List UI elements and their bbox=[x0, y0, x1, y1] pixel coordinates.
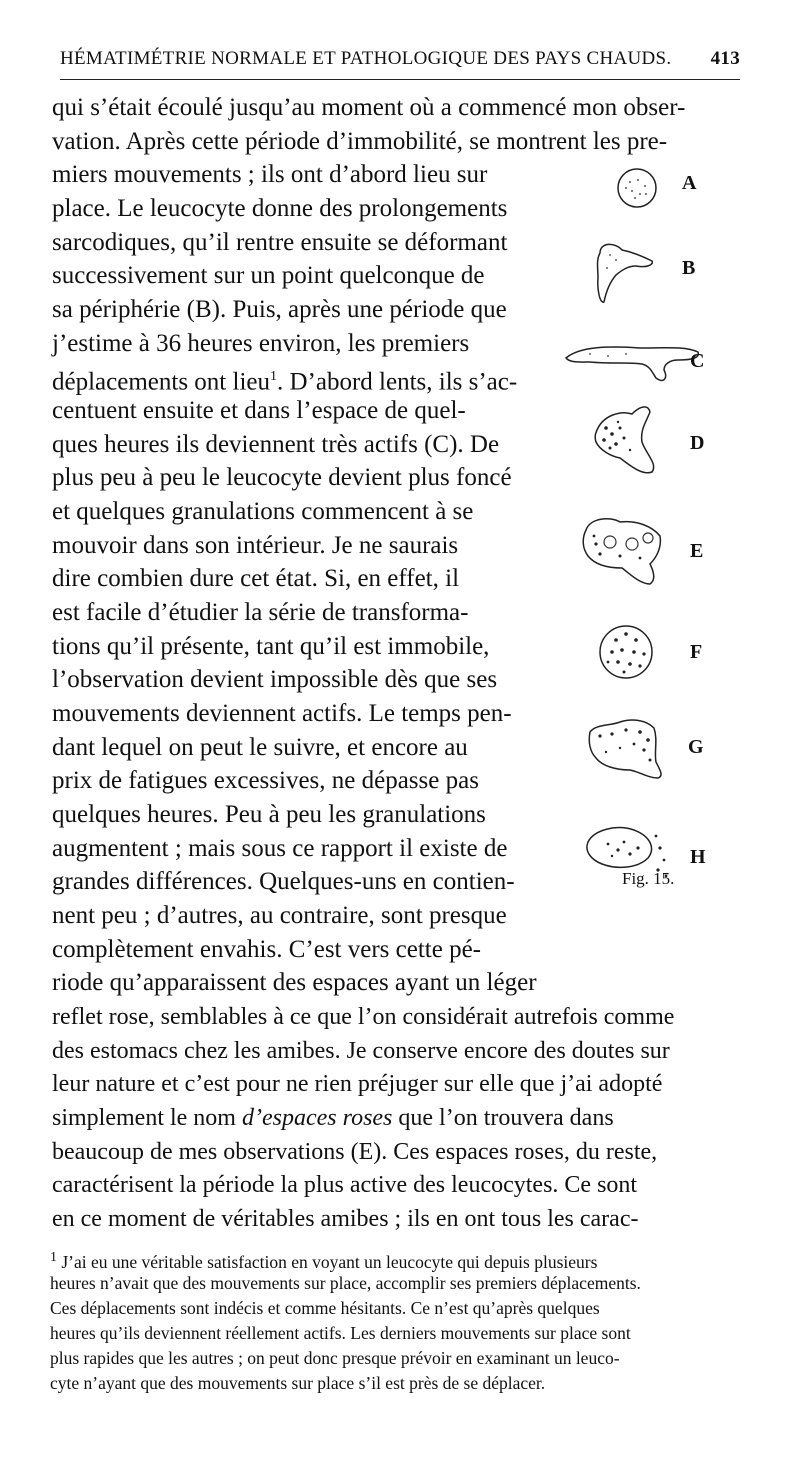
footnote-line: plus rapides que les autres ; on peut donc presque prévoir en examinant un leuco- bbox=[50, 1348, 620, 1368]
body-line: quelques heures. Peu à peu les granulations bbox=[52, 801, 486, 828]
body-line: reflet rose, semblables à ce que l’on considérait autrefois comme bbox=[52, 1004, 675, 1030]
italic-term: d’espaces roses bbox=[241, 1105, 393, 1131]
leucocyte-b bbox=[598, 244, 653, 302]
body-line: sarcodiques, qu’il rentre ensuite se déformant bbox=[52, 229, 508, 256]
body-line: successivement sur un point quelconque de bbox=[52, 262, 485, 289]
leucocyte-e bbox=[583, 519, 660, 584]
body-line: dire combien dure cet état. Si, en effet, il bbox=[52, 565, 460, 592]
body-line: caractérisent la période la plus active des leucocytes. Ce sont bbox=[52, 1172, 638, 1198]
body-line: riode qu’apparaissent des espaces ayant un léger bbox=[52, 969, 537, 996]
body-line: en ce moment de véritables amibes ; ils en ont tous les carac- bbox=[52, 1206, 639, 1232]
figure-label-h: H bbox=[690, 846, 706, 868]
body-text: simplement le nom bbox=[52, 1105, 236, 1131]
figure-label-e: E bbox=[690, 540, 704, 562]
footnote-text: J’ai eu une véritable satisfaction en voyant un leucocyte qui depuis plusieurs bbox=[61, 1251, 598, 1272]
footnote-line: cyte n’ayant que des mouvements sur place s’il est près de se déplacer. bbox=[50, 1373, 546, 1393]
body-line: mouvoir dans son intérieur. Je ne saurais bbox=[52, 532, 459, 559]
leucocyte-f bbox=[600, 626, 652, 678]
leucocyte-g bbox=[589, 720, 661, 778]
footnote-line: heures n’avait que des mouvements sur place, accomplir ses premiers déplacements. bbox=[50, 1273, 641, 1293]
footnote-line: Ces déplacements sont indécis et comme hésitants. Ce n’est qu’après quelques bbox=[50, 1298, 600, 1318]
body-text: que l’on trouvera dans bbox=[398, 1105, 614, 1131]
running-title: HÉMATIMÉTRIE NORMALE ET PATHOLOGIQUE DES PAYS CHAUDS. bbox=[60, 48, 672, 69]
footnote-marker: 1 bbox=[50, 1250, 57, 1265]
body-line: dant lequel on peut le suivre, et encore au bbox=[52, 734, 468, 761]
figure-illustration bbox=[560, 160, 750, 880]
body-line: place. Le leucocyte donne des prolongements bbox=[52, 195, 508, 222]
figure-label-g: G bbox=[688, 736, 704, 758]
body-line: est facile d’étudier la série de transforma- bbox=[52, 599, 469, 626]
body-line: mouvements deviennent actifs. Le temps pen- bbox=[52, 700, 512, 727]
body-line: vation. Après cette période d’immobilité, se montrent les pre- bbox=[52, 128, 668, 155]
body-text: déplacements ont lieu bbox=[52, 368, 270, 396]
body-line: des estomacs chez les amibes. Je conserve encore des doutes sur bbox=[52, 1038, 670, 1064]
header-rule bbox=[60, 79, 740, 80]
body-line: centuent ensuite et dans l’espace de quel- bbox=[52, 397, 466, 424]
leucocyte-d bbox=[595, 407, 653, 473]
footnote-line bbox=[50, 1247, 597, 1273]
body-line: sa périphérie (B). Puis, après une période que bbox=[52, 296, 507, 323]
body-line: et quelques granulations commencent à se bbox=[52, 498, 474, 525]
body-line bbox=[52, 1103, 614, 1133]
body-line: leur nature et c’est pour ne rien préjuger sur elle que j’ai adopté bbox=[52, 1071, 663, 1097]
figure-label-a: A bbox=[682, 172, 697, 194]
body-line: grandes différences. Quelques-uns en contien- bbox=[52, 868, 515, 895]
figure-label-f: F bbox=[690, 641, 703, 663]
body-line: j’estime à 36 heures environ, les premiers bbox=[52, 330, 470, 357]
leucocyte-a bbox=[618, 169, 656, 207]
body-text: . D’abord lents, ils s’ac- bbox=[276, 368, 518, 396]
leucocyte-c bbox=[566, 347, 698, 380]
footnote-line: heures qu’ils deviennent réellement actifs. Les derniers mouvements sur place sont bbox=[50, 1323, 631, 1343]
body-line: complètement envahis. C’est vers cette pé- bbox=[52, 936, 482, 963]
body-line: beaucoup de mes observations (E). Ces espaces roses, du reste, bbox=[52, 1139, 658, 1165]
body-line: l’observation devient impossible dès que ses bbox=[52, 666, 498, 693]
figure-label-d: D bbox=[690, 432, 705, 454]
body-line: augmentent ; mais sous ce rapport il existe de bbox=[52, 835, 508, 862]
figure-caption: Fig. 15. bbox=[622, 869, 675, 888]
running-header bbox=[60, 48, 740, 70]
page-number: 413 bbox=[710, 48, 740, 69]
figure-label-b: B bbox=[682, 257, 696, 279]
body-line: plus peu à peu le leucocyte devient plus foncé bbox=[52, 464, 512, 491]
body-line: qui s’était écoulé jusqu’au moment où a commencé mon obser- bbox=[52, 94, 686, 121]
body-line: tions qu’il présente, tant qu’il est immobile, bbox=[52, 633, 490, 660]
body-line bbox=[52, 362, 517, 397]
body-line: ques heures ils deviennent très actifs (C). De bbox=[52, 431, 500, 458]
figure-label-c: C bbox=[690, 350, 705, 372]
body-line: prix de fatigues excessives, ne dépasse pas bbox=[52, 767, 479, 794]
footnote-ref: 1 bbox=[269, 369, 277, 384]
body-line: miers mouvements ; ils ont d’abord lieu sur bbox=[52, 161, 488, 188]
body-line: nent peu ; d’autres, au contraire, sont presque bbox=[52, 902, 507, 929]
